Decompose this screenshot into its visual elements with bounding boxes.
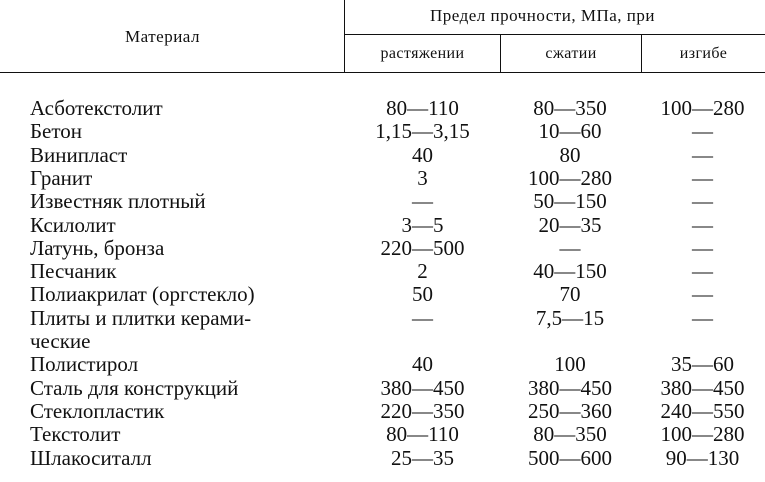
table-row: [0, 447, 765, 469]
bending-cell: 100—280: [660, 96, 745, 120]
table-row: [0, 167, 765, 189]
material-cell: Бетон: [30, 119, 83, 144]
compression-cell: 80: [559, 142, 581, 167]
material-cell: Асботекстолит: [30, 96, 163, 120]
table-row: [0, 423, 765, 445]
material-cell: Стеклопластик: [30, 398, 165, 423]
table-row: [0, 214, 765, 236]
bending-cell: —: [692, 189, 713, 214]
material-cell: Текстолит: [30, 422, 121, 447]
compression-cell: 100—280: [528, 165, 612, 190]
bending-cell: —: [692, 259, 713, 284]
material-cell: Шлакоситалл: [30, 445, 152, 470]
bending-cell: 90—130: [665, 445, 740, 470]
table-row: [0, 237, 765, 259]
table-row: [0, 260, 765, 282]
compression-cell: 40—150: [533, 259, 607, 284]
tension-cell: 380—450: [380, 375, 465, 400]
compression-cell: —: [559, 235, 581, 260]
table-row: [0, 400, 765, 422]
column-header-strength-group: Предел прочности, МПа, при: [430, 6, 655, 25]
tension-cell: 80—110: [386, 422, 459, 447]
tension-cell: 40: [412, 142, 433, 167]
compression-cell: 70: [559, 282, 581, 307]
material-cell: Песчаник: [30, 259, 117, 284]
compression-cell: 380—450: [528, 375, 612, 400]
table-row: [0, 353, 765, 375]
tension-cell: 2: [417, 259, 428, 284]
material-cell: Плиты и плитки керами-: [30, 305, 252, 330]
table-row: [0, 283, 765, 305]
bending-cell: —: [692, 305, 713, 330]
compression-cell: 20—35: [538, 212, 602, 237]
bending-cell: —: [692, 235, 713, 260]
tension-cell: 3: [417, 165, 428, 190]
tension-cell: 3—5: [401, 212, 444, 237]
material-cell: Ксилолит: [30, 212, 116, 237]
table-row: [0, 144, 765, 166]
table-row: [0, 190, 765, 212]
compression-cell: 10—60: [538, 119, 602, 144]
bending-cell: —: [692, 282, 713, 307]
bending-cell: —: [692, 165, 713, 190]
tension-cell: 1,15—3,15: [375, 119, 470, 144]
bending-cell: 240—550: [660, 398, 745, 423]
column-header-bending: изгибе: [679, 45, 728, 62]
compression-cell: 500—600: [528, 445, 612, 470]
material-cell: Известняк плотный: [30, 189, 206, 214]
column-header-material: Материал: [125, 27, 200, 46]
bending-cell: 35—60: [671, 352, 734, 377]
table-row: [0, 307, 765, 329]
compression-cell: 100: [554, 352, 586, 377]
table-row: [0, 330, 765, 352]
column-header-tension: растяжении: [380, 45, 465, 62]
tension-cell: 80—110: [386, 96, 459, 120]
tension-cell: 25—35: [391, 445, 454, 470]
material-cell: Винипласт: [30, 142, 128, 167]
header-subgroup-rule: [344, 34, 765, 35]
bending-cell: 100—280: [660, 422, 745, 447]
bending-cell: —: [692, 119, 713, 144]
material-cell: Полиакрилат (оргстекло): [30, 282, 255, 307]
bending-cell: —: [692, 212, 713, 237]
material-cell: ческие: [30, 329, 91, 353]
table-row: [0, 377, 765, 399]
compression-cell: 80—350: [533, 422, 607, 447]
tension-cell: —: [412, 189, 433, 214]
tension-cell: 40: [412, 352, 433, 377]
material-cell: Сталь для конструкций: [30, 375, 239, 400]
column-header-compression: сжатии: [545, 45, 597, 62]
tension-cell: 220—350: [380, 398, 465, 423]
material-cell: Полистирол: [30, 352, 139, 377]
header-bottom-rule: [0, 72, 765, 73]
table-row: [0, 120, 765, 142]
tension-cell: —: [412, 305, 433, 330]
table-row: [0, 97, 765, 119]
material-cell: Гранит: [30, 165, 93, 190]
tension-cell: 50: [412, 282, 433, 307]
material-cell: Латунь, бронза: [30, 235, 165, 260]
compression-cell: 50—150: [533, 189, 607, 214]
compression-cell: 7,5—15: [535, 305, 605, 330]
tension-cell: 220—500: [380, 235, 465, 260]
compression-cell: 250—360: [528, 398, 612, 423]
bending-cell: —: [692, 142, 713, 167]
compression-cell: 80—350: [533, 96, 607, 120]
bending-cell: 380—450: [660, 375, 745, 400]
